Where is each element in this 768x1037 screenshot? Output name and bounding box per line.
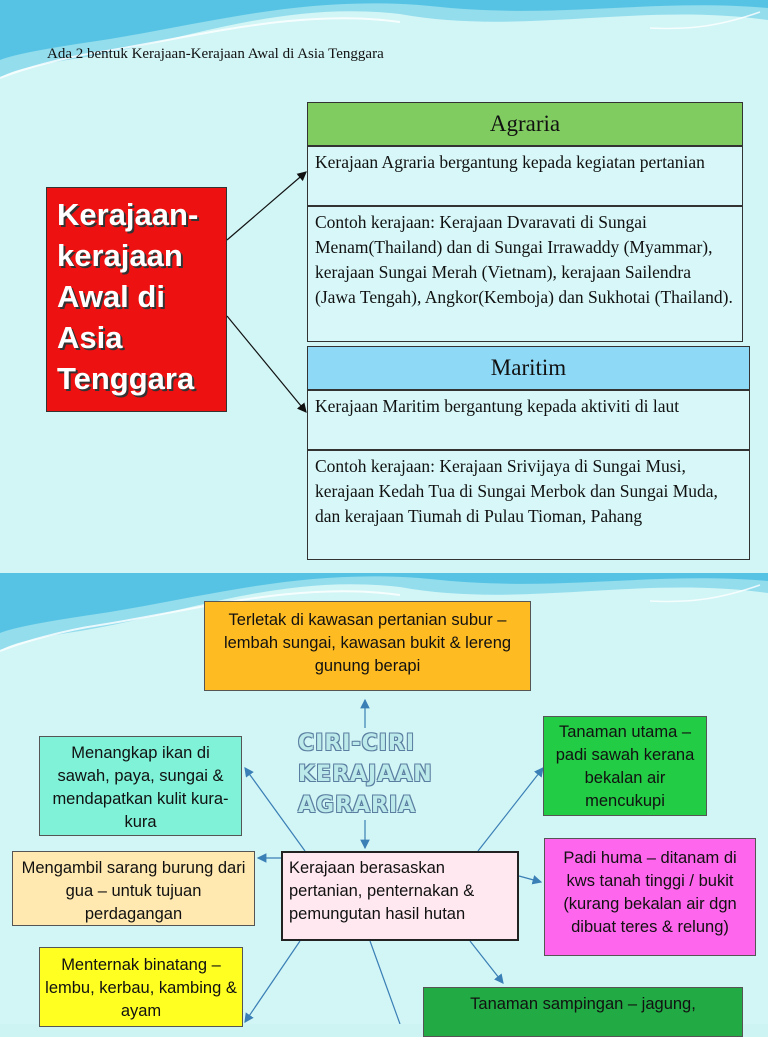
ciri-title	[298, 728, 458, 821]
box-lokasi-subur: Terletak di kawasan pertanian subur – lembah sungai, kawasan bukit & lereng gunung berapi	[204, 601, 531, 691]
maritim-description: Kerajaan Maritim bergantung kepada aktiviti di laut	[307, 390, 750, 450]
intro-text: Ada 2 bentuk Kerajaan-Kerajaan Awal di Asia Tenggara	[47, 46, 384, 62]
arrow-to-ternak	[245, 941, 300, 1022]
box-tanaman-sampingan: Tanaman sampingan – jagung,	[423, 987, 743, 1037]
box-padi-huma: Padi huma – ditanam di kws tanah tinggi / bukit (kurang bekalan air dgn dibuat teres & relung)	[544, 838, 756, 956]
ciri-title-line: KERAJAAN	[298, 762, 433, 787]
agraria-description: Kerajaan Agraria bergantung kepada kegiatan pertanian	[307, 146, 743, 206]
main-title-line: kerajaan	[57, 238, 183, 273]
agraria-heading: Agraria	[307, 102, 743, 146]
box-menangkap-ikan: Menangkap ikan di sawah, paya, sungai & mendapatkan kulit kura-kura	[39, 736, 242, 836]
main-title-line: Kerajaan-	[57, 197, 199, 232]
main-title-line: Tenggara	[57, 361, 195, 396]
box-menternak: Menternak binatang – lembu, kerbau, kambing & ayam	[39, 947, 243, 1027]
arrow-to-ikan	[245, 768, 305, 851]
box-tanaman-utama: Tanaman utama – padi sawah kerana bekalan air mencukupi	[543, 716, 707, 816]
ciri-title-line: CIRI-CIRI	[298, 731, 416, 756]
box-sarang-burung: Mengambil sarang burung dari gua – untuk tujuan perdagangan	[12, 851, 255, 926]
arrow-to-huma	[519, 876, 541, 882]
maritim-examples: Contoh kerajaan: Kerajaan Srivijaya di Sungai Musi, kerajaan Kedah Tua di Sungai Merbok dan Sungai Muda, dan kerajaan Tiumah di Pulau Tioman, Pahang	[307, 450, 750, 560]
arrow-to-padi	[478, 768, 543, 851]
ciri-title-line: AGRARIA	[298, 793, 417, 818]
agraria-examples: Contoh kerajaan: Kerajaan Dvaravati di Sungai Menam(Thailand) dan di Sungai Irrawaddy (Myammar), kerajaan Sungai Merah (Vietnam), kerajaan Sailendra (Jawa Tengah), Angkor(Kemboja) dan Sukhotai (Thailand).	[307, 206, 743, 342]
arrow-down-center	[370, 941, 400, 1024]
maritim-heading: Maritim	[307, 346, 750, 390]
main-title-line: Asia	[57, 320, 123, 355]
box-kerajaan-berasaskan: Kerajaan berasaskan pertanian, penternakan & pemungutan hasil hutan	[281, 851, 519, 941]
arrow-to-sampingan	[470, 941, 503, 983]
main-title-line: Awal di	[57, 279, 165, 314]
